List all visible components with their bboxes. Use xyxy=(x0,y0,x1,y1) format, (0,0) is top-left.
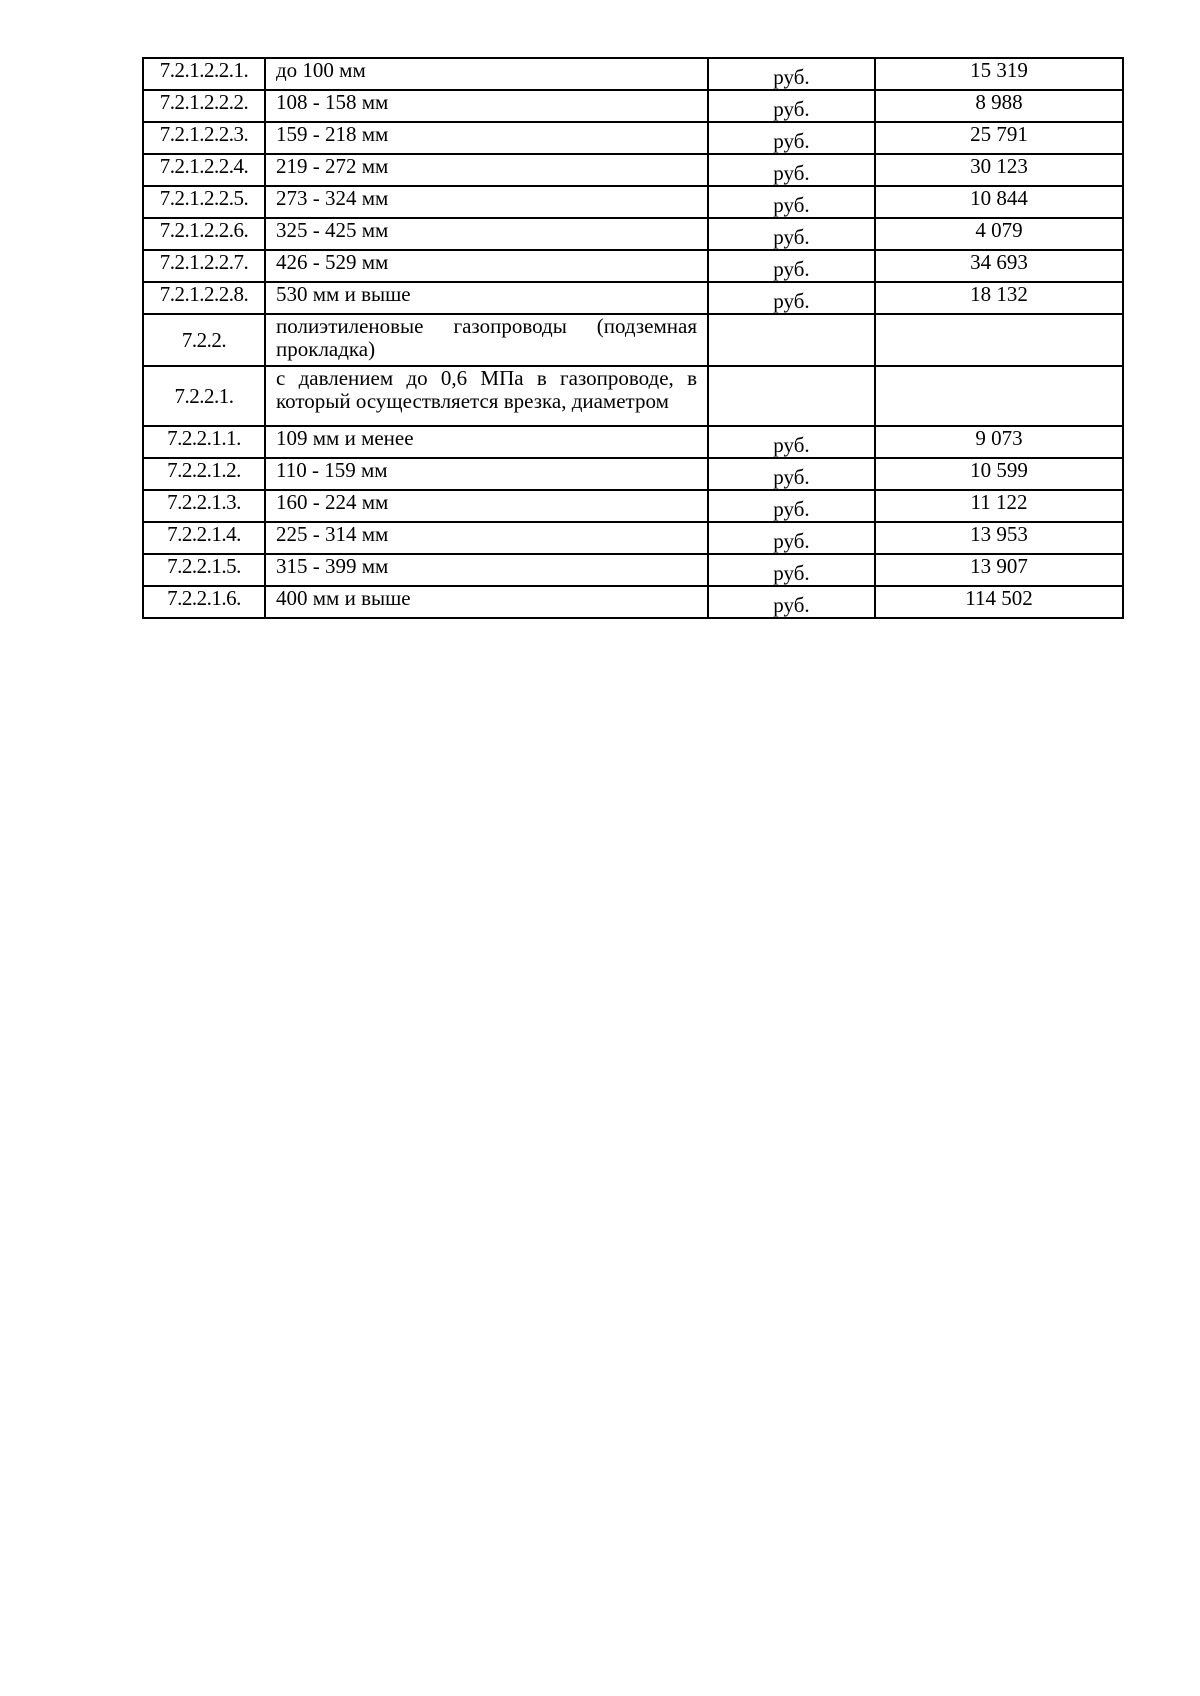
row-unit: руб. xyxy=(708,458,875,490)
row-code: 7.2.2.1.6. xyxy=(143,586,265,618)
table-row xyxy=(143,58,1123,90)
table-section-row xyxy=(143,314,1123,366)
row-description: 219 - 272 мм xyxy=(265,154,708,186)
row-unit: руб. xyxy=(708,250,875,282)
table-row xyxy=(143,250,1123,282)
row-unit: руб. xyxy=(708,522,875,554)
table-row xyxy=(143,586,1123,618)
row-value: 4 079 xyxy=(875,218,1123,250)
table-row xyxy=(143,154,1123,186)
section-code: 7.2.2.1. xyxy=(143,366,265,426)
row-code: 7.2.2.1.1. xyxy=(143,426,265,458)
row-value: 18 132 xyxy=(875,282,1123,314)
row-unit xyxy=(708,314,875,366)
table-section-row xyxy=(143,366,1123,426)
row-unit: руб. xyxy=(708,186,875,218)
row-unit xyxy=(708,366,875,426)
row-code: 7.2.1.2.2.7. xyxy=(143,250,265,282)
row-code: 7.2.1.2.2.6. xyxy=(143,218,265,250)
row-value: 15 319 xyxy=(875,58,1123,90)
section-description: с давлением до 0,6 МПа в газопроводе, в который осуществляется врезка, диаметром xyxy=(265,366,708,426)
row-value: 34 693 xyxy=(875,250,1123,282)
row-unit: руб. xyxy=(708,426,875,458)
row-code: 7.2.1.2.2.8. xyxy=(143,282,265,314)
table-row xyxy=(143,282,1123,314)
row-value xyxy=(875,366,1123,426)
row-value xyxy=(875,314,1123,366)
table-row xyxy=(143,218,1123,250)
row-description: 315 - 399 мм xyxy=(265,554,708,586)
row-description: 109 мм и менее xyxy=(265,426,708,458)
row-value: 9 073 xyxy=(875,426,1123,458)
row-description: 400 мм и выше xyxy=(265,586,708,618)
row-value: 25 791 xyxy=(875,122,1123,154)
table-row xyxy=(143,522,1123,554)
row-code: 7.2.1.2.2.4. xyxy=(143,154,265,186)
row-value: 10 844 xyxy=(875,186,1123,218)
table-row xyxy=(143,554,1123,586)
row-value: 114 502 xyxy=(875,586,1123,618)
row-code: 7.2.1.2.2.3. xyxy=(143,122,265,154)
row-unit: руб. xyxy=(708,58,875,90)
table-row xyxy=(143,90,1123,122)
table-row xyxy=(143,490,1123,522)
table-row xyxy=(143,186,1123,218)
tariff-table xyxy=(142,57,1124,619)
row-code: 7.2.1.2.2.2. xyxy=(143,90,265,122)
row-unit: руб. xyxy=(708,218,875,250)
section-description: полиэтиленовые газопроводы (подземная прокладка) xyxy=(265,314,708,366)
row-unit: руб. xyxy=(708,554,875,586)
row-unit: руб. xyxy=(708,154,875,186)
table-row xyxy=(143,426,1123,458)
row-description: 159 - 218 мм xyxy=(265,122,708,154)
row-code: 7.2.2.1.4. xyxy=(143,522,265,554)
row-value: 13 953 xyxy=(875,522,1123,554)
row-description: 325 - 425 мм xyxy=(265,218,708,250)
row-code: 7.2.2.1.2. xyxy=(143,458,265,490)
row-value: 11 122 xyxy=(875,490,1123,522)
row-description: 273 - 324 мм xyxy=(265,186,708,218)
row-code: 7.2.2.1.5. xyxy=(143,554,265,586)
row-code: 7.2.1.2.2.1. xyxy=(143,58,265,90)
row-value: 8 988 xyxy=(875,90,1123,122)
row-description: 160 - 224 мм xyxy=(265,490,708,522)
row-description: до 100 мм xyxy=(265,58,708,90)
section-code: 7.2.2. xyxy=(143,314,265,366)
row-code: 7.2.2.1.3. xyxy=(143,490,265,522)
row-description: 110 - 159 мм xyxy=(265,458,708,490)
table-row xyxy=(143,458,1123,490)
row-unit: руб. xyxy=(708,122,875,154)
row-unit: руб. xyxy=(708,282,875,314)
row-description: 530 мм и выше xyxy=(265,282,708,314)
row-value: 30 123 xyxy=(875,154,1123,186)
row-value: 13 907 xyxy=(875,554,1123,586)
row-unit: руб. xyxy=(708,490,875,522)
row-value: 10 599 xyxy=(875,458,1123,490)
row-description: 108 - 158 мм xyxy=(265,90,708,122)
row-description: 426 - 529 мм xyxy=(265,250,708,282)
table-row xyxy=(143,122,1123,154)
row-unit: руб. xyxy=(708,586,875,618)
row-unit: руб. xyxy=(708,90,875,122)
row-code: 7.2.1.2.2.5. xyxy=(143,186,265,218)
row-description: 225 - 314 мм xyxy=(265,522,708,554)
